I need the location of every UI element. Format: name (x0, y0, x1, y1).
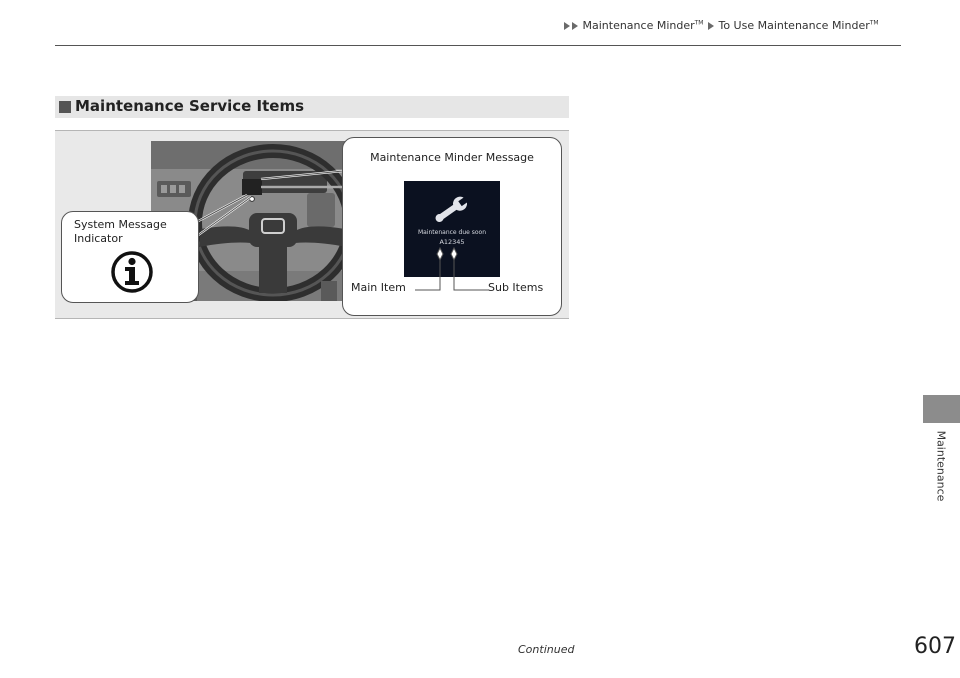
header-divider (55, 45, 901, 46)
figure-illustration (55, 130, 569, 319)
maintenance-minder-message-callout (342, 137, 562, 316)
breadcrumb (563, 19, 879, 32)
sub-items-label: Sub Items (488, 281, 544, 294)
system-message-indicator-label: System Message Indicator (74, 218, 167, 245)
screen-codes: A12345 (439, 238, 465, 246)
breadcrumb-arrow-icon (572, 22, 578, 30)
breadcrumb-item-to-use[interactable]: To Use Maintenance Minder (718, 19, 870, 32)
continued-label: Continued (518, 643, 575, 656)
maintenance-minder-message-label: Maintenance Minder Message (370, 151, 534, 164)
breadcrumb-arrow-icon (564, 22, 570, 30)
screen-message: Maintenance due soon (417, 229, 487, 236)
section-square-icon (59, 101, 71, 113)
main-item-label: Main Item (351, 281, 406, 294)
page-number: 607 (914, 634, 956, 659)
section-title: Maintenance Service Items (75, 97, 305, 115)
side-tab-maintenance[interactable] (923, 395, 960, 423)
info-icon (110, 250, 154, 294)
system-message-indicator-callout (61, 211, 199, 303)
breadcrumb-arrow-icon (708, 22, 714, 30)
trademark-mark: TM (869, 19, 879, 27)
section-header (55, 96, 569, 118)
trademark-mark: TM (694, 19, 704, 27)
side-tab-label: Maintenance (934, 430, 948, 502)
breadcrumb-item-maintenance-minder[interactable]: Maintenance Minder (582, 19, 695, 32)
